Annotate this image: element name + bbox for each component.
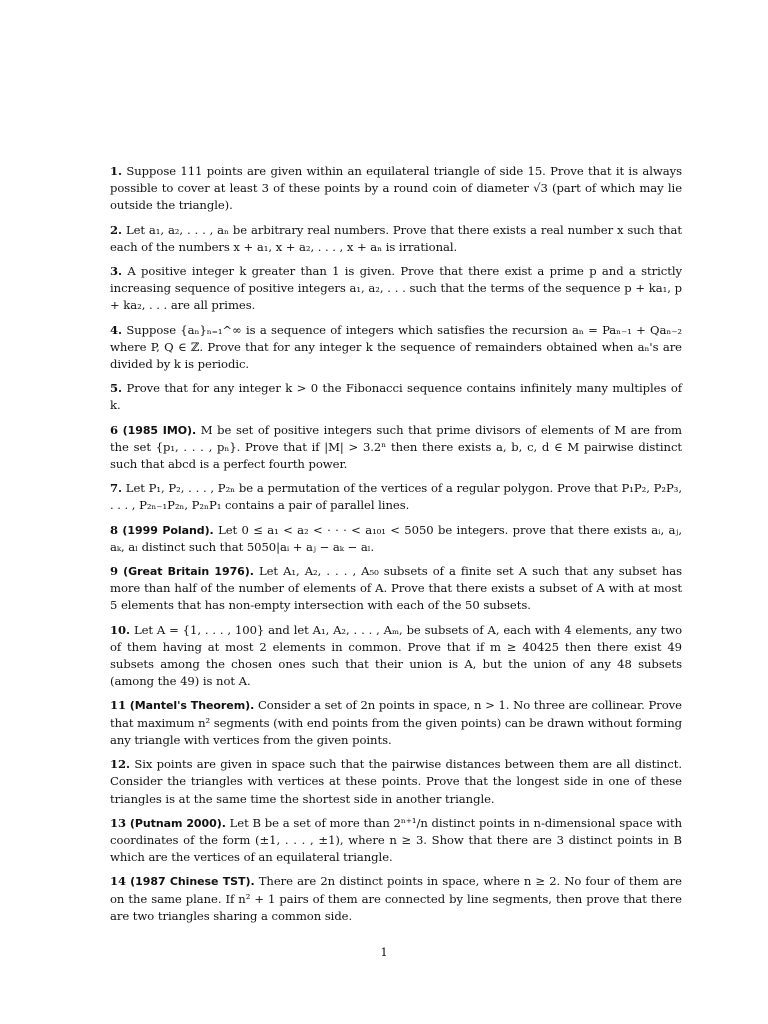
problem-10 [110,622,682,691]
problem-number: 8 [110,522,119,537]
problem-number: 4. [110,322,123,337]
problem-3 [110,263,682,315]
problem-text: Let 0 ≤ a₁ < a₂ < · · · < a₁₀₁ < 5050 be integers. prove that there exists aᵢ, aⱼ, aₖ, aₗ distinct such that 5050|aᵢ + aⱼ − aₖ − aₗ. [110,522,682,554]
problem-text: M be set of positive integers such that prime divisors of elements of M are from the set {p₁, . . . , pₙ}. Prove that if |M| > 3.2ⁿ then there exists a, b, c, d ∈ M pairwise distinct such that abcd is a perfect fourth power. [110,422,682,472]
problem-number: 11 [110,698,127,713]
problem-8 [110,522,682,556]
problem-number: 3. [110,264,123,279]
problem-14 [110,873,682,925]
problem-list [110,163,682,932]
problem-text: Let B be a set of more than 2ⁿ⁺¹/n distinct points in n-dimensional space with coordinates of the form (±1, . . . , ±1), where n ≥ 3. Show that there are 3 distinct points in B which are the vertices of an equilateral triangle. [110,815,682,865]
problem-number: 5. [110,381,123,396]
problem-text: Six points are given in space such that the pairwise distances between them are all distinct. Consider the triangles with vertices at these points. Prove that the longest side in one of these triangles is at the same time the shortest side in another triangle. [110,757,682,806]
problem-source: (Putnam 2000). [129,816,226,830]
problem-2 [110,222,682,256]
problem-source: (1987 Chinese TST). [130,875,255,889]
problem-text: Prove that for any integer k > 0 the Fibonacci sequence contains infinitely many multiples of k. [110,381,683,413]
problem-text: Let P₁, P₂, . . . , P₂ₙ be a permutation of the vertices of a regular polygon. Prove that P₁P₂, P₂P₃, . . . , P₂ₙ₋₁P₂ₙ, P₂ₙP₁ contains a pair of parallel lines. [110,481,682,513]
problem-text: A positive integer k greater than 1 is given. Prove that there exist a prime p and a strictly increasing sequence of positive integers a₁, a₂, . . . such that the terms of the sequence p + ka₁, p + ka₂, . . . are all primes. [110,264,683,313]
problem-text: Suppose {aₙ}ₙ₌₁^∞ is a sequence of integers which satisfies the recursion aₙ = Paₙ₋₁ + Qaₙ₋₂ where P, Q ∈ ℤ. Prove that for any integer k the sequence of remainders obtained when aₙ's are divided by k is periodic. [110,322,682,372]
problem-number: 13 [110,815,127,830]
problem-text: Consider a set of 2n points in space, n > 1. No three are collinear. Prove that maximum n² segments (with end points from the given points) can be drawn without forming any triangle with vertices from the given points. [110,698,682,747]
problem-6 [110,422,682,474]
problem-text: Let A = {1, . . . , 100} and let A₁, A₂, . . . , Aₘ, be subsets of A, each with 4 elements, any two of them having at most 2 elements in common. Prove that if m ≥ 40425 then there exist 49 subsets among the chosen ones such that their union is A, but the union of any 48 subsets (among the 49) is not A. [110,622,683,689]
problem-12 [110,756,682,808]
problem-source: (1999 Poland). [122,523,214,537]
problem-text: There are 2n distinct points in space, where n ≥ 2. No four of them are on the same plane. If n² + 1 pairs of them are connected by line segments, then prove that there are two triangles sharing a common side. [110,874,682,923]
problem-text: Let a₁, a₂, . . . , aₙ be arbitrary real numbers. Prove that there exists a real number x such that each of the numbers x + a₁, x + a₂, . . . , x + aₙ is irrational. [110,222,682,254]
problem-source: (Mantel's Theorem). [129,699,255,713]
problem-source: (1985 IMO). [122,423,197,437]
problem-source: (Great Britain 1976). [123,565,254,579]
problem-7 [110,480,682,514]
problem-number: 10. [110,622,131,637]
problem-4 [110,322,682,374]
problem-text: Suppose 111 points are given within an equilateral triangle of side 15. Prove that it is always possible to cover at least 3 of these points by a round coin of diameter √3 (part of which may lie outside the triangle). [110,164,682,213]
problem-1 [110,163,682,215]
problem-number: 9 [110,564,119,579]
problem-text: Let A₁, A₂, . . . , A₅₀ subsets of a finite set A such that any subset has more than half of the number of elements of A. Prove that there exists a subset of A with at most 5 elements that has non-empty intersection with each of the 50 subsets. [110,564,683,613]
page-number: 1 [380,945,388,959]
problem-number: 1. [110,164,123,178]
problem-9 [110,563,682,615]
problem-number: 7. [110,481,123,496]
problem-number: 14 [110,874,127,889]
problem-13 [110,815,682,867]
problem-5 [110,380,682,414]
problem-number: 6 [110,422,119,437]
problem-11 [110,697,682,749]
problem-number: 12. [110,757,131,772]
problem-number: 2. [110,222,123,237]
